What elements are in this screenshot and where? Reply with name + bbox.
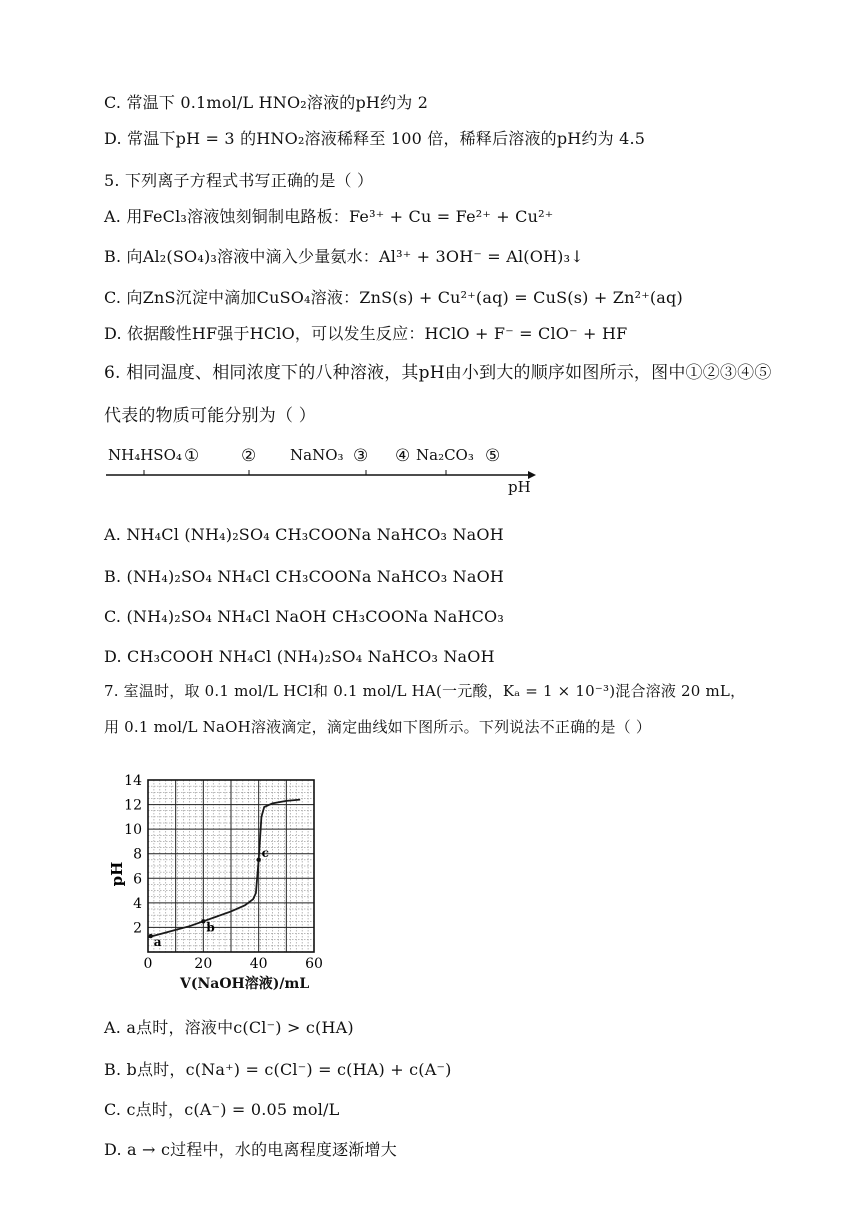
point-a <box>149 934 153 938</box>
ph-label-na2co3: Na₂CO₃ <box>416 446 474 464</box>
x-tick-label: 40 <box>249 956 268 972</box>
point-b <box>201 919 205 923</box>
chart-xlabel: V(NaOH溶液)/mL <box>180 976 310 992</box>
y-axis-label: pH <box>108 861 126 887</box>
y-tick-label: 8 <box>133 846 142 863</box>
q7-stem: 7. 室温时，取 0.1 mol/L HCl和 0.1 mol/L HA(一元酸，Kₐ = 1 × 10⁻³)混合溶液 20 mL， <box>104 682 746 700</box>
y-tick-label: 10 <box>124 822 142 839</box>
x-tick-label: 0 <box>143 956 153 972</box>
q7-option-a: A. a点时，溶液中c(Cl⁻) > c(HA) <box>104 1018 354 1037</box>
ph-label-nano3: NaNO₃ <box>290 446 344 464</box>
q7-stem-cont: 用 0.1 mol/L NaOH溶液滴定，滴定曲线如下图所示。下列说法不正确的是（ ） <box>104 718 652 736</box>
y-tick-label: 6 <box>133 871 142 888</box>
y-tick-label: 2 <box>133 920 142 937</box>
ph-order-axis <box>104 436 544 500</box>
ph-label-5: ⑤ <box>485 446 501 466</box>
titration-chart-svg <box>104 768 334 998</box>
x-tick-label: 20 <box>194 956 213 972</box>
q6-option-a: A. NH₄Cl (NH₄)₂SO₄ CH₃COONa NaHCO₃ NaOH <box>104 525 504 544</box>
ph-label-4: ④ <box>395 446 411 466</box>
q5-option-b: B. 向Al₂(SO₄)₃溶液中滴入少量氨水：Al³⁺ + 3OH⁻ = Al(OH)₃↓ <box>104 247 584 266</box>
q4-option-c: C. 常温下 0.1mol/L HNO₂溶液的pH约为 2 <box>104 93 429 112</box>
q5-option-c: C. 向ZnS沉淀中滴加CuSO₄溶液：ZnS(s) + Cu²⁺(aq) = CuS(s) + Zn²⁺(aq) <box>104 288 683 307</box>
point-label-b: b <box>206 920 215 935</box>
q6-stem-cont: 代表的物质可能分别为（ ） <box>104 406 317 426</box>
q6-stem: 6. 相同温度、相同浓度下的八种溶液，其pH由小到大的顺序如图所示，图中①②③④⑤ <box>104 363 772 383</box>
titration-chart <box>104 768 334 998</box>
ph-axis-title: pH <box>508 478 531 496</box>
q5-option-a: A. 用FeCl₃溶液蚀刻铜制电路板：Fe³⁺ + Cu = Fe²⁺ + Cu²⁺ <box>104 207 554 226</box>
y-tick-label: 14 <box>124 773 142 789</box>
q6-option-d: D. CH₃COOH NH₄Cl (NH₄)₂SO₄ NaHCO₃ NaOH <box>104 647 495 666</box>
q6-option-c: C. (NH₄)₂SO₄ NH₄Cl NaOH CH₃COONa NaHCO₃ <box>104 607 504 626</box>
q6-option-b: B. (NH₄)₂SO₄ NH₄Cl CH₃COONa NaHCO₃ NaOH <box>104 567 505 586</box>
q7-option-c: C. c点时，c(A⁻) = 0.05 mol/L <box>104 1100 340 1119</box>
ph-label-nh4hso4: NH₄HSO₄ <box>108 446 182 464</box>
q7-option-d: D. a → c过程中，水的电离程度逐渐增大 <box>104 1140 397 1159</box>
point-label-c: c <box>261 845 269 860</box>
y-tick-label: 12 <box>124 797 142 814</box>
titration-curve <box>148 800 300 938</box>
point-label-a: a <box>153 935 162 950</box>
ph-label-3: ③ <box>353 446 369 466</box>
ph-label-1: ① <box>184 446 200 466</box>
y-tick-label: 4 <box>133 895 142 912</box>
q5-option-d: D. 依据酸性HF强于HClO，可以发生反应：HClO + F⁻ = ClO⁻ + HF <box>104 324 628 343</box>
q7-option-b: B. b点时，c(Na⁺) = c(Cl⁻) = c(HA) + c(A⁻) <box>104 1060 452 1079</box>
ph-label-2: ② <box>241 446 257 466</box>
point-c <box>256 858 260 862</box>
q5-stem: 5. 下列离子方程式书写正确的是（ ） <box>104 171 374 190</box>
x-tick-label: 60 <box>305 956 323 972</box>
q4-option-d: D. 常温下pH = 3 的HNO₂溶液稀释至 100 倍，稀释后溶液的pH约为 4.5 <box>104 129 646 148</box>
